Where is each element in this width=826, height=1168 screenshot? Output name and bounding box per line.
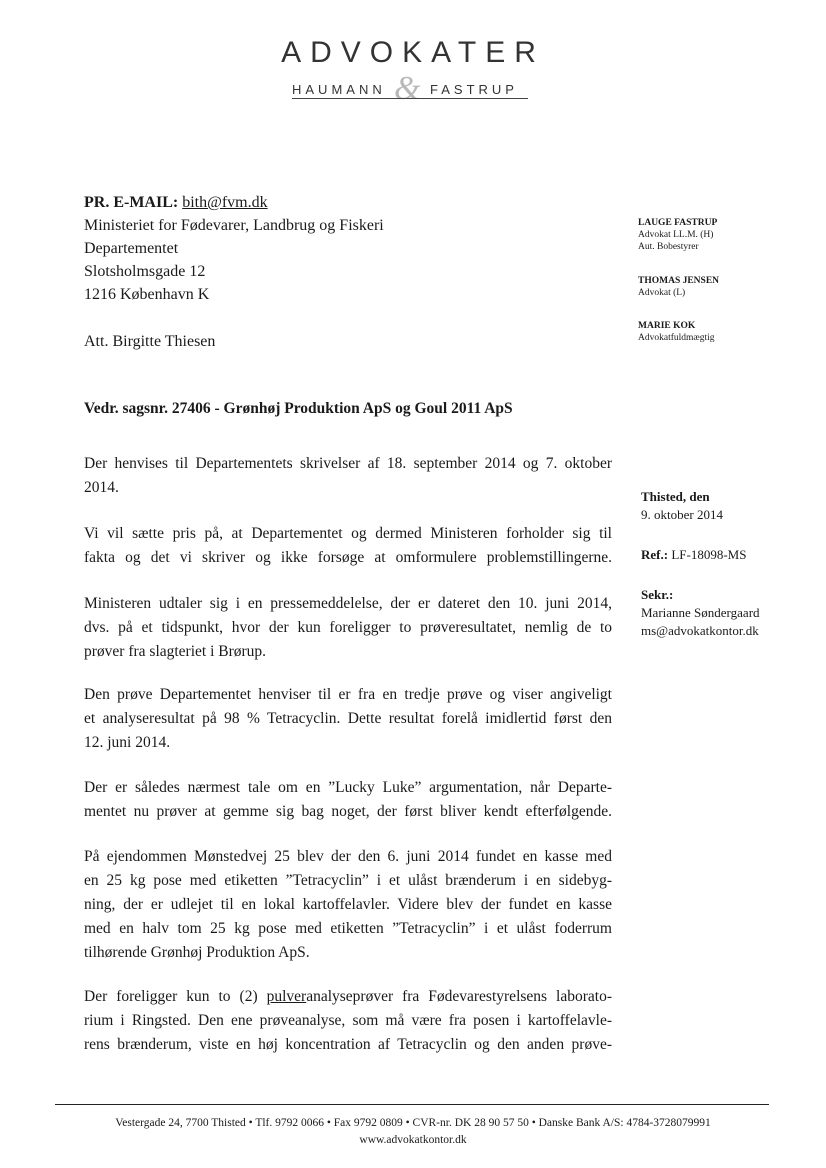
- footer-address: Vestergade 24, 7700 Thisted • Tlf. 9792 0066 • Fax 9792 0809 • CVR-nr. DK 28 90 57 50 • Danske Bank A/S: 4784-3728079991: [115, 1117, 711, 1129]
- reference: [641, 546, 746, 564]
- paragraph-line: et analyseresultat på 98 % Tetracyclin. Dette resultat forelå imidlertid først den: [84, 710, 612, 727]
- paragraph-line: 12. juni 2014.: [84, 734, 171, 751]
- paragraph-line: Der henvises til Departementets skrivelser af 18. september 2014 og 7. oktober: [84, 455, 612, 472]
- paragraph-line: tilhørende Grønhøj Produktion ApS.: [84, 944, 310, 961]
- staff-marie-kok: [638, 320, 715, 344]
- recipient-line-4: 1216 København K: [84, 286, 210, 303]
- paragraph-2: [84, 522, 612, 570]
- paragraph-6: [84, 845, 612, 965]
- paragraph-line: Der er således nærmest tale om en ”Lucky Luke” argumentation, når Departe-: [84, 779, 612, 796]
- letterhead-ampersand: &: [394, 70, 421, 107]
- paragraph-line: fakta og det vi skriver og ikke forsøge at omformulere problemstillingerne.: [84, 549, 612, 566]
- text-fragment: analyseprøver fra Fødevarestyrelsens laborato-: [306, 988, 612, 1005]
- recipient-line-3: Slotsholmsgade 12: [84, 263, 206, 280]
- letter-date: 9. oktober 2014: [641, 507, 723, 522]
- staff-title: Advokatfuldmægtig: [638, 333, 715, 343]
- staff-name: THOMAS JENSEN: [638, 276, 720, 286]
- place-date: [641, 488, 723, 524]
- reference-label: Ref.:: [641, 547, 669, 562]
- paragraph-4: [84, 683, 612, 755]
- paragraph-3: [84, 592, 612, 664]
- staff-title: Advokat LL.M. (H): [638, 230, 714, 240]
- email-label: PR. E-MAIL:: [84, 194, 179, 211]
- paragraph-7: [84, 985, 612, 1057]
- secretary-email[interactable]: ms@advokatkontor.dk: [641, 623, 759, 638]
- paragraph-line: rium i Ringsted. Den ene prøveanalyse, som må være fra posen i kartoffelavle-: [84, 1012, 612, 1029]
- paragraph-line: en 25 kg pose med etiketten ”Tetracyclin” i et ulåst brænderum i en sidebyg-: [84, 872, 612, 889]
- footer-rule: [55, 1104, 769, 1105]
- paragraph-line: med en halv tom 25 kg pose med etiketten ”Tetracyclin” i et ulåst foderrum: [84, 920, 612, 937]
- underlined-word: pulver: [266, 988, 307, 1005]
- paragraph-line: prøver fra slagteriet i Brørup.: [84, 643, 267, 660]
- staff-title: Aut. Bobestyrer: [638, 242, 699, 252]
- paragraph-line: rens brænderum, viste en høj koncentration af Tetracyclin og den anden prøve-: [84, 1036, 612, 1053]
- secretary-label: Sekr.:: [641, 587, 674, 602]
- place-label: Thisted, den: [641, 489, 710, 504]
- text-fragment: Der foreligger kun to (2): [84, 988, 267, 1005]
- footer-website[interactable]: www.advokatkontor.dk: [359, 1134, 467, 1146]
- paragraph-line: dvs. på et tidspunkt, hvor der kun foreligger to prøveresultatet, nemlig de to: [84, 619, 612, 636]
- subject-line: Vedr. sagsnr. 27406 - Grønhøj Produktion ApS og Goul 2011 ApS: [84, 400, 513, 417]
- paragraph-line: ning, der er udlejet til en lokal kartoffelavler. Videre blev der fundet en kasse: [84, 896, 612, 913]
- staff-name: LAUGE FASTRUP: [638, 218, 718, 228]
- recipient-line-1: Ministeriet for Fødevarer, Landbrug og Fiskeri: [84, 217, 384, 234]
- paragraph-line: mentet nu prøver at gemme sig bag noget, der først bliver kendt efterfølgende.: [84, 803, 612, 820]
- letterhead-subtitle: [292, 70, 532, 107]
- letterhead-title: ADVOKATER: [281, 36, 545, 69]
- staff-name: MARIE KOK: [638, 321, 696, 331]
- paragraph-line: Ministeren udtaler sig i en pressemeddelelse, der er dateret den 10. juni 2014,: [84, 595, 612, 612]
- staff-lauge-fastrup: [638, 217, 717, 253]
- paragraph-line: 2014.: [84, 479, 119, 496]
- email-line: [84, 191, 268, 214]
- paragraph-1: [84, 452, 612, 500]
- attention-line: Att. Birgitte Thiesen: [84, 333, 216, 350]
- paragraph-line: Den prøve Departementet henviser til er fra en tredje prøve og viser angiveligt: [84, 686, 612, 703]
- staff-thomas-jensen: [638, 275, 719, 299]
- recipient-line-2: Departementet: [84, 240, 179, 257]
- email-link[interactable]: bith@fvm.dk: [182, 194, 268, 211]
- paragraph-line: [84, 985, 612, 1009]
- secretary-name: Marianne Søndergaard: [641, 605, 760, 620]
- staff-title: Advokat (L): [638, 288, 686, 298]
- letterhead-right-name: FASTRUP: [430, 82, 518, 97]
- reference-value: LF-18098-MS: [671, 547, 747, 562]
- paragraph-line: Vi vil sætte pris på, at Departementet og dermed Ministeren forholder sig til: [84, 525, 612, 542]
- letterhead-left-name: HAUMANN: [292, 82, 386, 97]
- paragraph-5: [84, 776, 612, 824]
- paragraph-line: På ejendommen Mønstedvej 25 blev der den 6. juni 2014 fundet en kasse med: [84, 848, 612, 865]
- secretary: [641, 586, 760, 640]
- letterhead-rule: [292, 98, 528, 99]
